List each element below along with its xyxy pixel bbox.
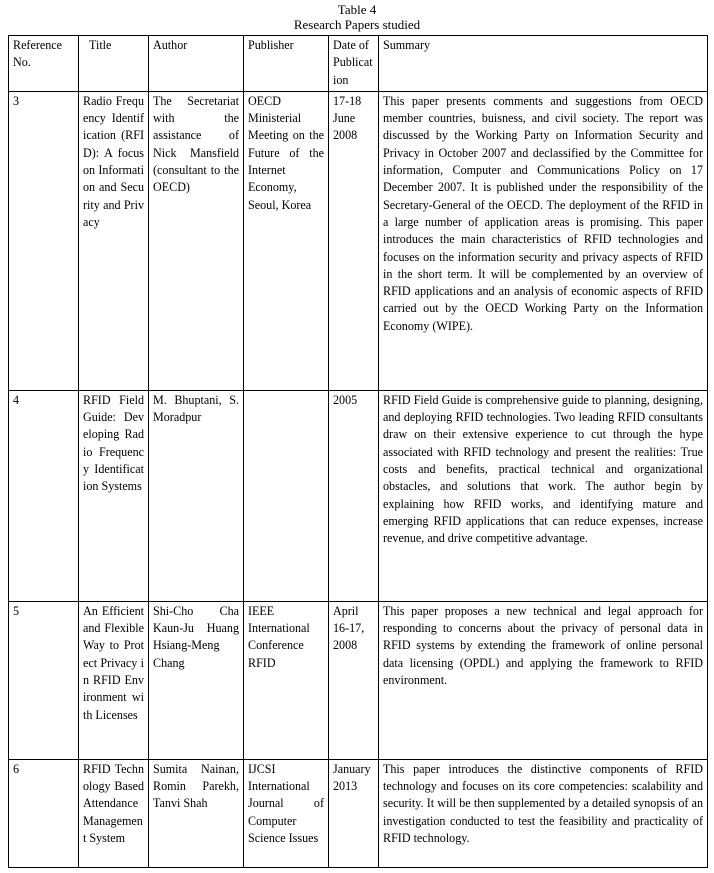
cell-reference-no: 3 [9,91,79,390]
cell-author: M. Bhuptani, S. Moradpur [149,390,244,601]
cell-publisher [244,390,329,601]
cell-author: Shi-Cho Cha Kaun-Ju Huang Hsiang-Meng Chang [149,601,244,759]
table-caption [0,0,714,32]
cell-summary: RFID Field Guide is comprehensive guide to planning, designing, and deploying RFID technologies. Two leading RFID consultants draw on their extensive experience to cut through the hype associated with RFID technology and present the realities: True costs and benefits, practical technical and organizational obstacles, and solutions that work. The author begin by explaining how RFID works, and identifying mature and emerging RFID applications that can reduce expenses, increase revenue, and drive competitive advantage. [379,390,708,601]
cell-reference-no: 5 [9,601,79,759]
table-row [9,759,708,867]
table-row [9,91,708,390]
header-reference-no: Reference No. [9,36,79,92]
cell-title: RFID Field Guide: Developing Radio Frequency Identification Systems [79,390,149,601]
header-date-of-publication: Date of Publication [329,36,379,92]
header-publisher: Publisher [244,36,329,92]
research-papers-table [8,35,708,868]
cell-publisher: IJCSI International Journal of Computer Science Issues [244,759,329,867]
table-row [9,601,708,759]
cell-date: 17-18 June 2008 [329,91,379,390]
cell-reference-no: 6 [9,759,79,867]
cell-title: Radio Frequency Identification (RFID): A focus on Information and Security and Privacy [79,91,149,390]
cell-summary: This paper proposes a new technical and legal approach for responding to concerns about the privacy of personal data in RFID systems by extending the framework of online personal data licensing (OPDL) and applying the framework to RFID environment. [379,601,708,759]
table-number: Table 4 [337,2,377,17]
cell-date: 2005 [329,390,379,601]
cell-publisher: IEEE International Conference RFID [244,601,329,759]
cell-date: April 16-17, 2008 [329,601,379,759]
cell-title: RFID Technology Based Attendance Management System [79,759,149,867]
cell-summary: This paper presents comments and suggestions from OECD member countries, buisness, and civil society. The report was discussed by the Working Party on Information Security and Privacy in October 2007 and declassified by the Committee for information, Computer and Communications Policy on 17 December 2007. It is published under the responsibility of the Secretary-General of the OECD. The deployment of the RFID in a large number of application areas is promising. This paper introduces the main characteristics of RFID technologies and focuses on the information security and privacy aspects of RFID in the short term. It will be complemented by an overview of RFID applications and an analysis of economic aspects of RFID carried out by the OECD Working Party on the Information Economy (WIPE). [379,91,708,390]
header-row [9,36,708,92]
cell-date: January 2013 [329,759,379,867]
header-summary: Summary [379,36,708,92]
cell-author: Sumita Nainan, Romin Parekh, Tanvi Shah [149,759,244,867]
cell-reference-no: 4 [9,390,79,601]
cell-title: An Efficient and Flexible Way to Protect Privacy in RFID Environment with Licenses [79,601,149,759]
cell-summary: This paper introduces the distinctive components of RFID technology and focuses on its core competencies: scalability and security. It will be then supplemented by a detailed synopsis of an investigation conducted to test the feasibility and practicality of RFID technology. [379,759,708,867]
cell-author: The Secretariat with the assistance of Nick Mansfield (consultant to the OECD) [149,91,244,390]
cell-publisher: OECD Ministerial Meeting on the Future of the Internet Economy, Seoul, Korea [244,91,329,390]
header-title: Title [79,36,149,92]
header-author: Author [149,36,244,92]
table-row [9,390,708,601]
table-title: Research Papers studied [293,17,421,32]
